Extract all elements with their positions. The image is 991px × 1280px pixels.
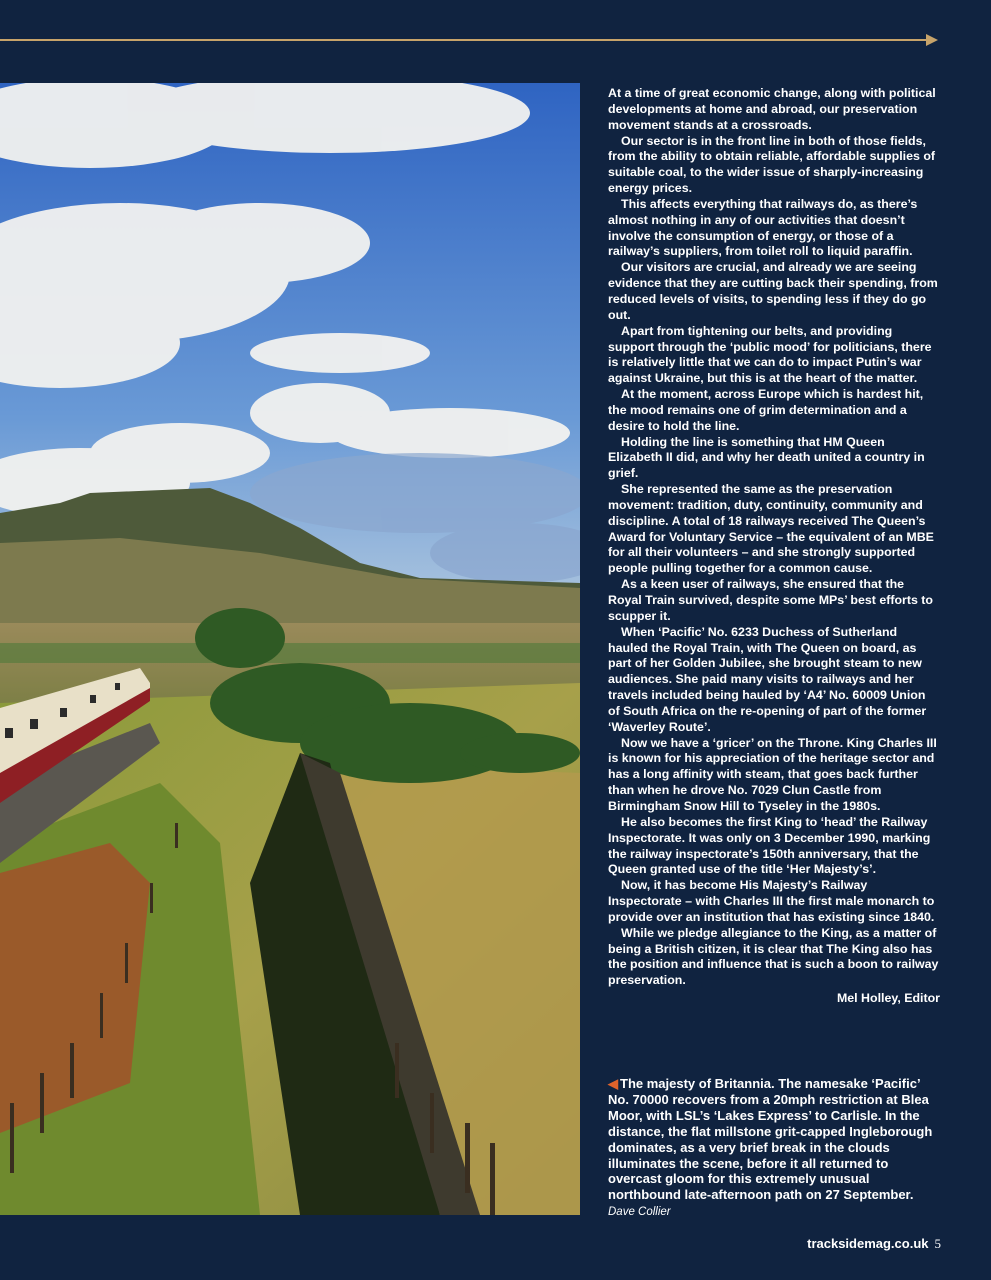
triangle-left-icon: ◀ — [608, 1076, 618, 1091]
article-paragraph: Our sector is in the front line in both of those fields, from the ability to obtain reliable, affordable supplies of suitable coal, to the wider issue of sharply-increasing energy prices. — [608, 133, 936, 196]
editorial-text — [608, 86, 940, 1007]
site-url[interactable]: tracksidemag.co.uk — [807, 1236, 929, 1251]
header-rule — [0, 39, 928, 41]
article-paragraph: He also becomes the first King to ‘head’ the Railway Inspectorate. It was only on 3 December 1990, marking the railway inspectorate’s 150th anniversary, that the Queen granted use of the title ‘Her Majesty’s’. — [608, 814, 931, 877]
article-paragraph: Apart from tightening our belts, and providing support through the ‘public mood’ for politicians, there is relatively little that we can do to impact Putin’s war against Ukraine, but this is at the heart of the matter. — [608, 323, 932, 386]
article-paragraph: At a time of great economic change, along with political developments at home and abroad, our preservation movement stands at a crossroads. — [608, 86, 936, 132]
photo-credit: Dave Collier — [608, 1206, 671, 1219]
article-paragraph: As a keen user of railways, she ensured that the Royal Train survived, despite some MPs’ best efforts to scupper it. — [608, 577, 934, 623]
article-paragraph: At the moment, across Europe which is hardest hit, the mood remains one of grim determination and a desire to hold the line. — [608, 387, 924, 433]
photo-caption — [608, 1076, 940, 1221]
article-paragraph: This affects everything that railways do, as there’s almost nothing in any of our activities that doesn’t involve the consumption of energy, or those of a railway’s suppliers, from toilet roll to liquid paraffin. — [608, 196, 918, 259]
article-paragraph: Now, it has become His Majesty’s Railway Inspectorate – with Charles III the first male monarch to provide over an institution that has existing since 1840. — [608, 878, 935, 924]
article-paragraph: While we pledge allegiance to the King, as a matter of being a British citizen, it is clear that The King also has the position and influence that is such a boon to railway preservation. — [608, 925, 939, 988]
article-paragraph: When ‘Pacific’ No. 6233 Duchess of Sutherland hauled the Royal Train, with The Queen on board, as part of her Golden Jubilee, she brought steam to new audiences. She paid many visits to railways and her travels included being hauled by ‘A4’ No. 60009 Union of South Africa on the re-opening of part of the former ‘Waverley Route’. — [608, 624, 927, 734]
page-footer — [807, 1236, 941, 1252]
article-paragraph: Our visitors are crucial, and already we are seeing evidence that they are cutting back their spending, from reduced levels of visits, to spending less if they do go out. — [608, 260, 938, 322]
page-number: 5 — [934, 1236, 941, 1251]
landscape-photo — [0, 83, 580, 1215]
article-paragraph: She represented the same as the preservation movement: tradition, duty, continuity, community and discipline. A total of 18 railways received The Queen’s Award for Voluntary Service – the equivalent of an MBE for all their volunteers – and she strongly supported people pulling together for a common cause. — [608, 482, 934, 576]
article-paragraph: Holding the line is something that HM Queen Elizabeth II did, and why her death united a country in grief. — [608, 434, 925, 481]
caption-text: The majesty of Britannia. The namesake ‘Pacific’ No. 70000 recovers from a 20mph restriction at Blea Moor, with LSL’s ‘Lakes Express’ to Carlisle. In the distance, the flat millstone grit-capped Ingleborough dominates, as a very brief break in the clouds illuminates the scene, before it all returned to overcast gloom for this extremely unusual northbound late-afternoon path on 27 September. — [608, 1076, 933, 1203]
arrow-right-icon — [926, 34, 938, 46]
editor-signoff: Mel Holley, Editor — [836, 991, 940, 1006]
article-paragraph: Now we have a ‘gricer’ on the Throne. King Charles III is known for his appreciation of the heritage sector and has a long affinity with steam, that goes back further than when he drove No. 7029 Clun Castle from Birmingham Snow Hill to Tyseley in the 1980s. — [608, 735, 937, 813]
